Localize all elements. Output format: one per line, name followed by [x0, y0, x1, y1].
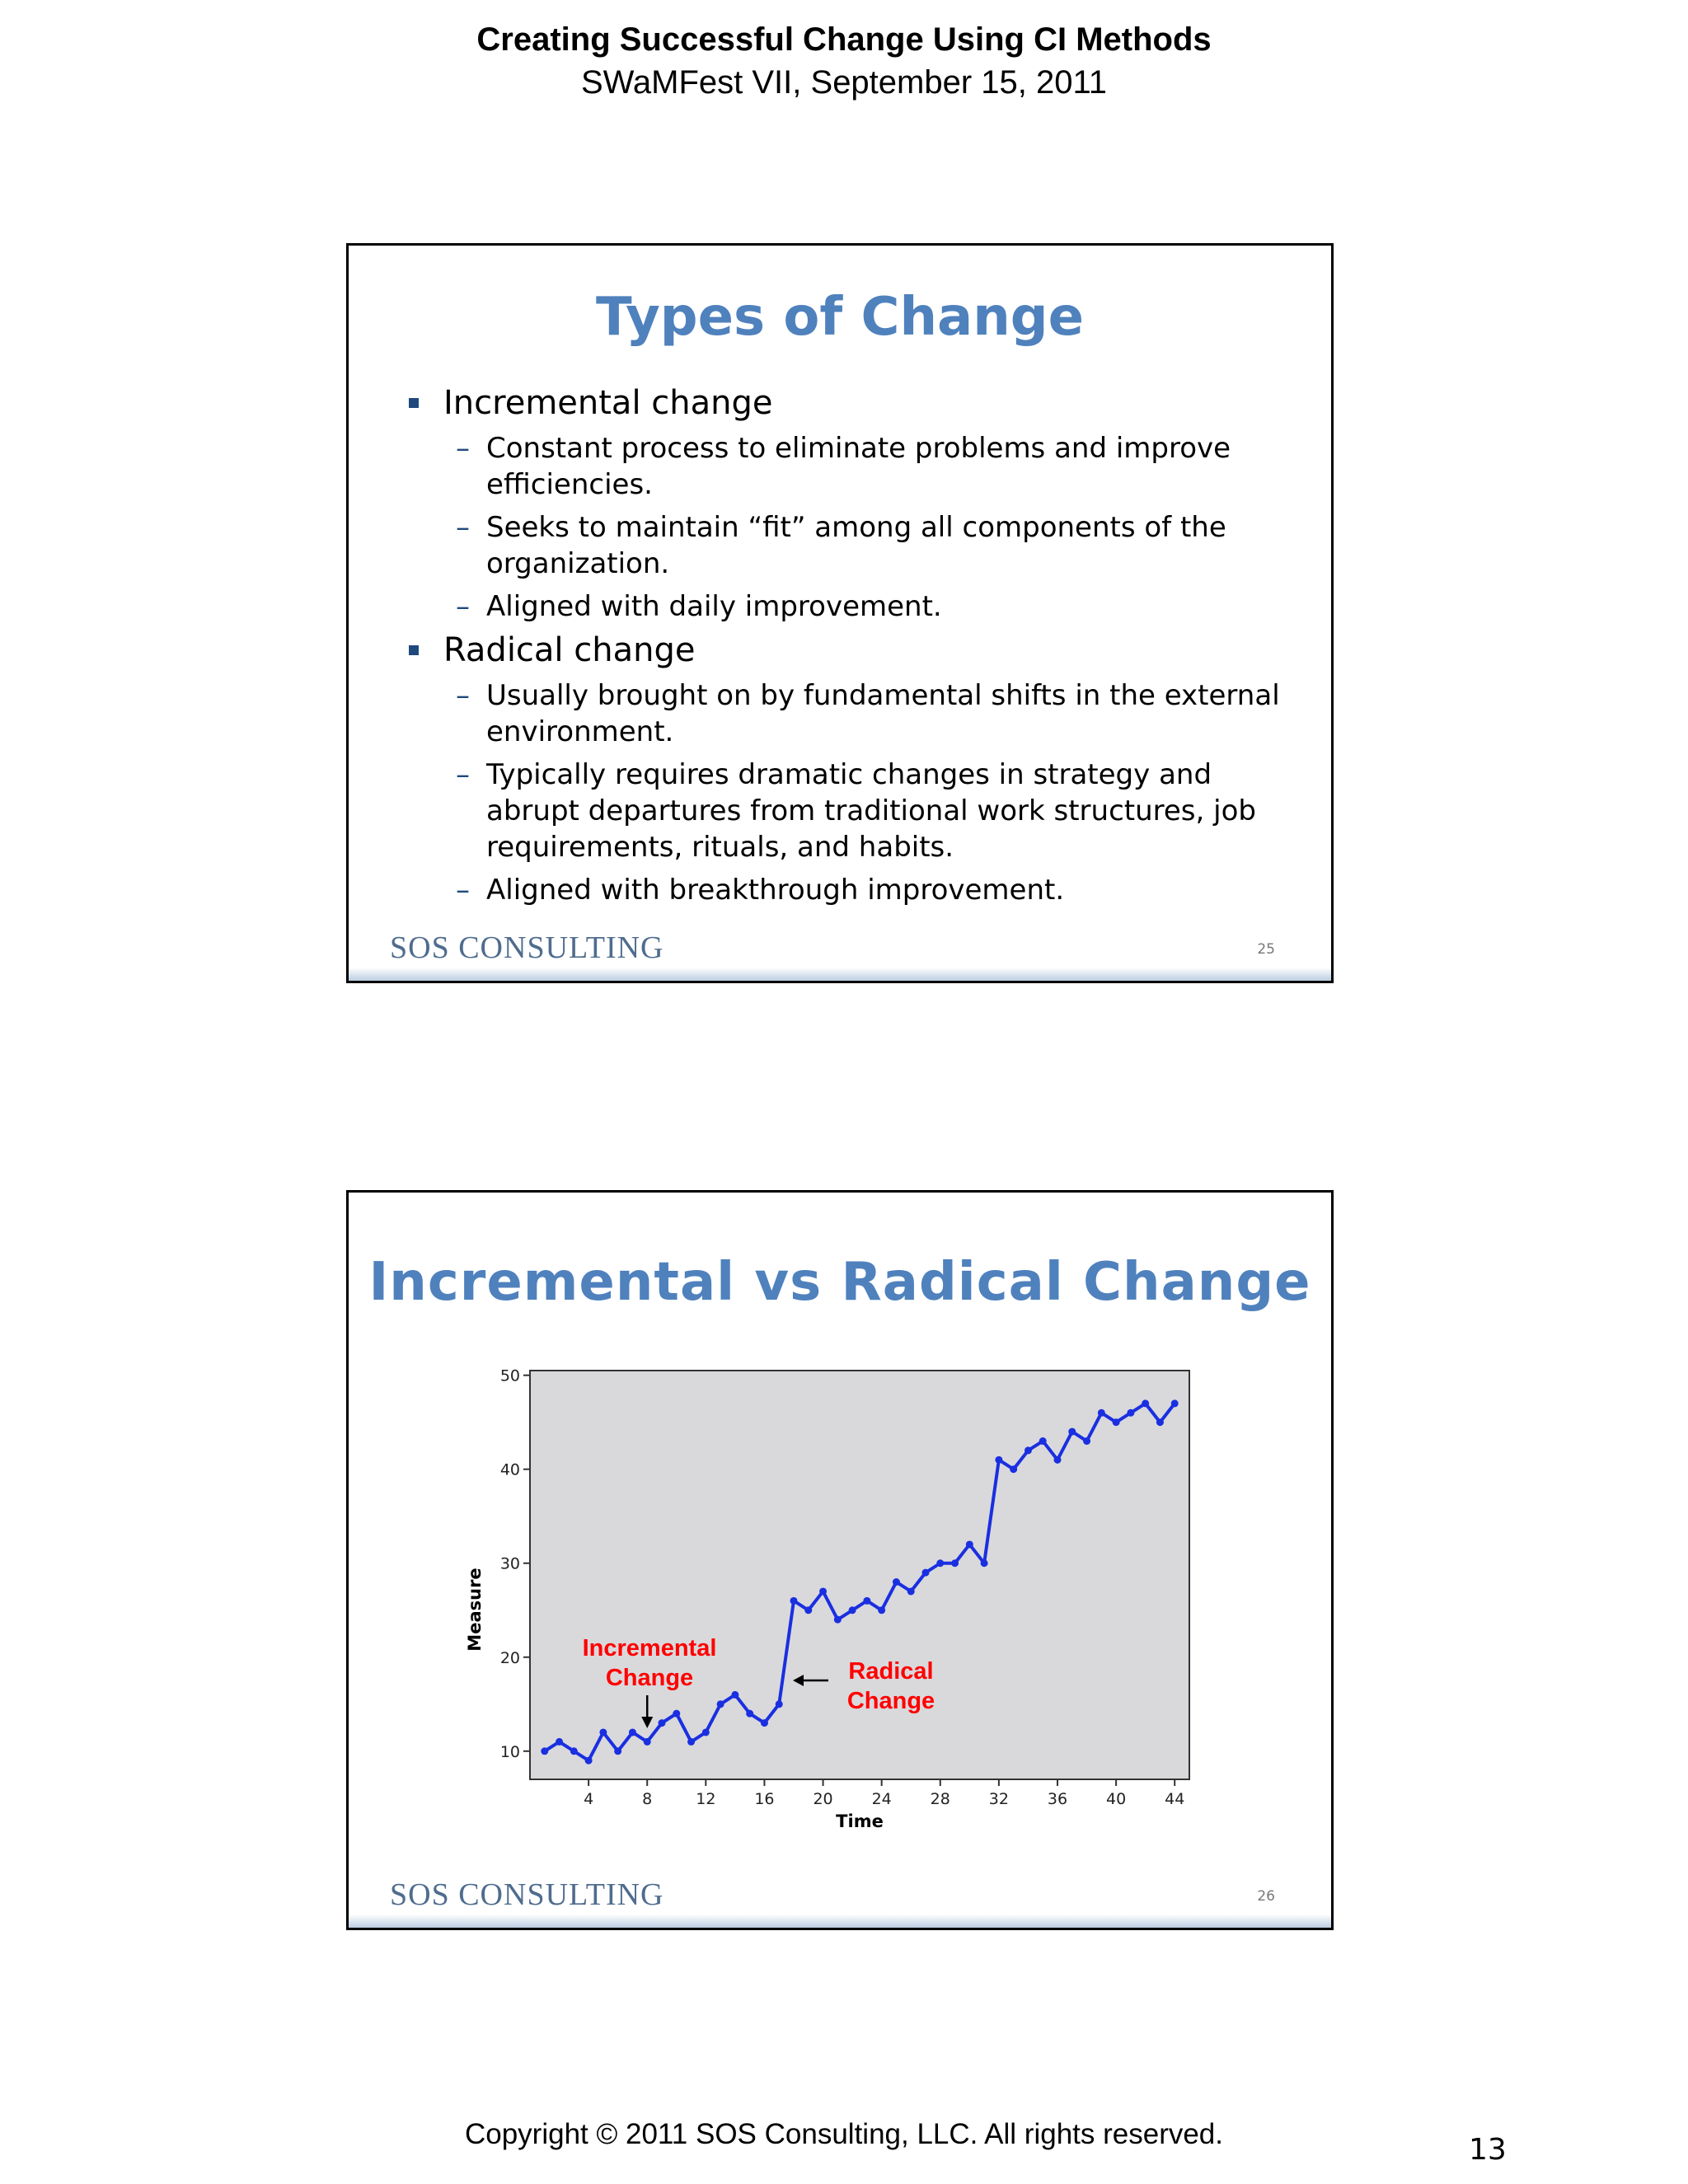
data-point	[731, 1691, 738, 1699]
data-point	[995, 1456, 1002, 1464]
data-point	[570, 1747, 578, 1755]
slide-title: Types of Change	[596, 287, 1084, 348]
y-axis-label: Measure	[465, 1568, 485, 1652]
bullet-incremental	[402, 382, 1292, 424]
sub-bullet	[402, 430, 1292, 503]
data-point	[717, 1700, 724, 1708]
data-point	[1083, 1437, 1090, 1445]
data-point	[556, 1738, 563, 1746]
data-point	[1025, 1446, 1032, 1454]
slide-incremental-vs-radical	[346, 1190, 1334, 1930]
y-tick-label: 20	[499, 1648, 520, 1667]
dash-bullet-icon: –	[456, 679, 470, 712]
data-point	[541, 1747, 548, 1755]
data-point	[819, 1587, 827, 1595]
y-tick-label: 40	[499, 1460, 520, 1479]
y-tick-label: 10	[499, 1742, 520, 1761]
sub-bullet-text: Seeks to maintain “fit” among all components of the organization.	[486, 511, 1226, 580]
data-point	[687, 1738, 695, 1746]
document-title: Creating Successful Change Using CI Methods	[476, 21, 1212, 58]
sub-bullet-text: Aligned with breakthrough improvement.	[486, 874, 1065, 907]
data-point	[936, 1559, 944, 1567]
sub-bullet-text: Constant process to eliminate problems and improve efficiencies.	[486, 432, 1231, 501]
data-point	[1098, 1409, 1105, 1417]
x-tick-label: 4	[584, 1790, 594, 1808]
sub-bullet	[402, 677, 1292, 750]
x-tick-label: 28	[930, 1790, 950, 1808]
data-point	[834, 1616, 842, 1624]
data-point	[1142, 1399, 1149, 1407]
bullet-text: Incremental change	[443, 384, 773, 422]
sub-bullet	[402, 872, 1292, 908]
bullet-radical	[402, 630, 1292, 671]
square-bullet-icon	[409, 398, 419, 408]
annotation-radical: Radical	[848, 1658, 934, 1685]
data-point	[746, 1710, 753, 1718]
data-point	[1127, 1409, 1134, 1417]
data-point	[1068, 1428, 1076, 1436]
data-point	[629, 1728, 636, 1736]
slide-footer-bar	[349, 968, 1331, 981]
slide-number: 26	[1257, 1888, 1275, 1905]
data-point	[673, 1710, 680, 1718]
x-tick-label: 12	[696, 1790, 716, 1808]
data-point	[893, 1578, 900, 1586]
y-tick-label: 50	[499, 1366, 520, 1385]
sub-bullet-text: Typically requires dramatic changes in strategy and abrupt departures from traditional work structures, job requirements, rituals, and habits.	[486, 758, 1256, 864]
annotation-radical: Change	[846, 1688, 935, 1714]
slide-types-of-change	[346, 243, 1334, 983]
data-point	[702, 1728, 710, 1736]
data-point	[614, 1747, 621, 1755]
data-point	[922, 1569, 930, 1577]
line-chart	[349, 1193, 1331, 1928]
x-tick-label: 20	[813, 1790, 833, 1808]
x-axis-label: Time	[836, 1811, 884, 1831]
data-point	[1156, 1418, 1164, 1426]
y-tick-label: 30	[499, 1554, 520, 1573]
sub-bullet	[402, 757, 1292, 865]
sub-bullet-text: Aligned with daily improvement.	[486, 590, 942, 623]
bullet-list	[402, 377, 1292, 910]
annotation-incremental: Incremental	[582, 1635, 717, 1661]
copyright-footer: Copyright © 2011 SOS Consulting, LLC. All rights reserved.	[464, 2118, 1224, 2150]
square-bullet-icon	[409, 645, 419, 655]
document-subtitle: SWaMFest VII, September 15, 2011	[580, 64, 1108, 101]
data-point	[599, 1728, 607, 1736]
data-point	[659, 1719, 666, 1727]
data-point	[644, 1738, 651, 1746]
data-point	[1113, 1418, 1120, 1426]
dash-bullet-icon: –	[456, 511, 470, 544]
x-tick-label: 24	[871, 1790, 892, 1808]
data-point	[981, 1559, 988, 1567]
data-point	[804, 1606, 812, 1614]
sub-bullet	[402, 588, 1292, 625]
sos-consulting-logo: SOS CONSULTING	[390, 1877, 664, 1912]
x-tick-label: 32	[988, 1790, 1009, 1808]
sos-consulting-logo: SOS CONSULTING	[390, 930, 664, 965]
sub-bullet	[402, 509, 1292, 582]
page-header	[0, 18, 1688, 104]
slide-footer-bar	[349, 1915, 1331, 1928]
slide-number: 25	[1257, 941, 1275, 958]
x-tick-label: 44	[1165, 1790, 1185, 1808]
x-tick-label: 40	[1106, 1790, 1127, 1808]
data-point	[776, 1700, 783, 1708]
data-point	[1171, 1399, 1179, 1407]
data-point	[863, 1597, 870, 1605]
x-tick-label: 8	[642, 1790, 653, 1808]
dash-bullet-icon: –	[456, 758, 470, 791]
data-point	[951, 1559, 959, 1567]
annotation-incremental: Change	[605, 1665, 694, 1691]
data-point	[907, 1587, 915, 1595]
page-number: 13	[1469, 2133, 1507, 2167]
x-tick-label: 16	[754, 1790, 775, 1808]
x-tick-label: 36	[1047, 1790, 1068, 1808]
data-point	[1039, 1437, 1047, 1445]
dash-bullet-icon: –	[456, 874, 470, 907]
bullet-text: Radical change	[443, 631, 696, 669]
dash-bullet-icon: –	[456, 432, 470, 465]
data-point	[966, 1540, 973, 1548]
sub-bullet-text: Usually brought on by fundamental shifts in the external environment.	[486, 679, 1280, 748]
data-point	[849, 1606, 856, 1614]
data-point	[878, 1606, 885, 1614]
slide-title: Incremental vs Radical Change	[368, 1252, 1311, 1313]
data-point	[1010, 1465, 1017, 1473]
data-point	[585, 1757, 593, 1765]
data-point	[761, 1719, 768, 1727]
data-point	[790, 1597, 798, 1605]
data-point	[1054, 1456, 1062, 1464]
dash-bullet-icon: –	[456, 590, 470, 623]
